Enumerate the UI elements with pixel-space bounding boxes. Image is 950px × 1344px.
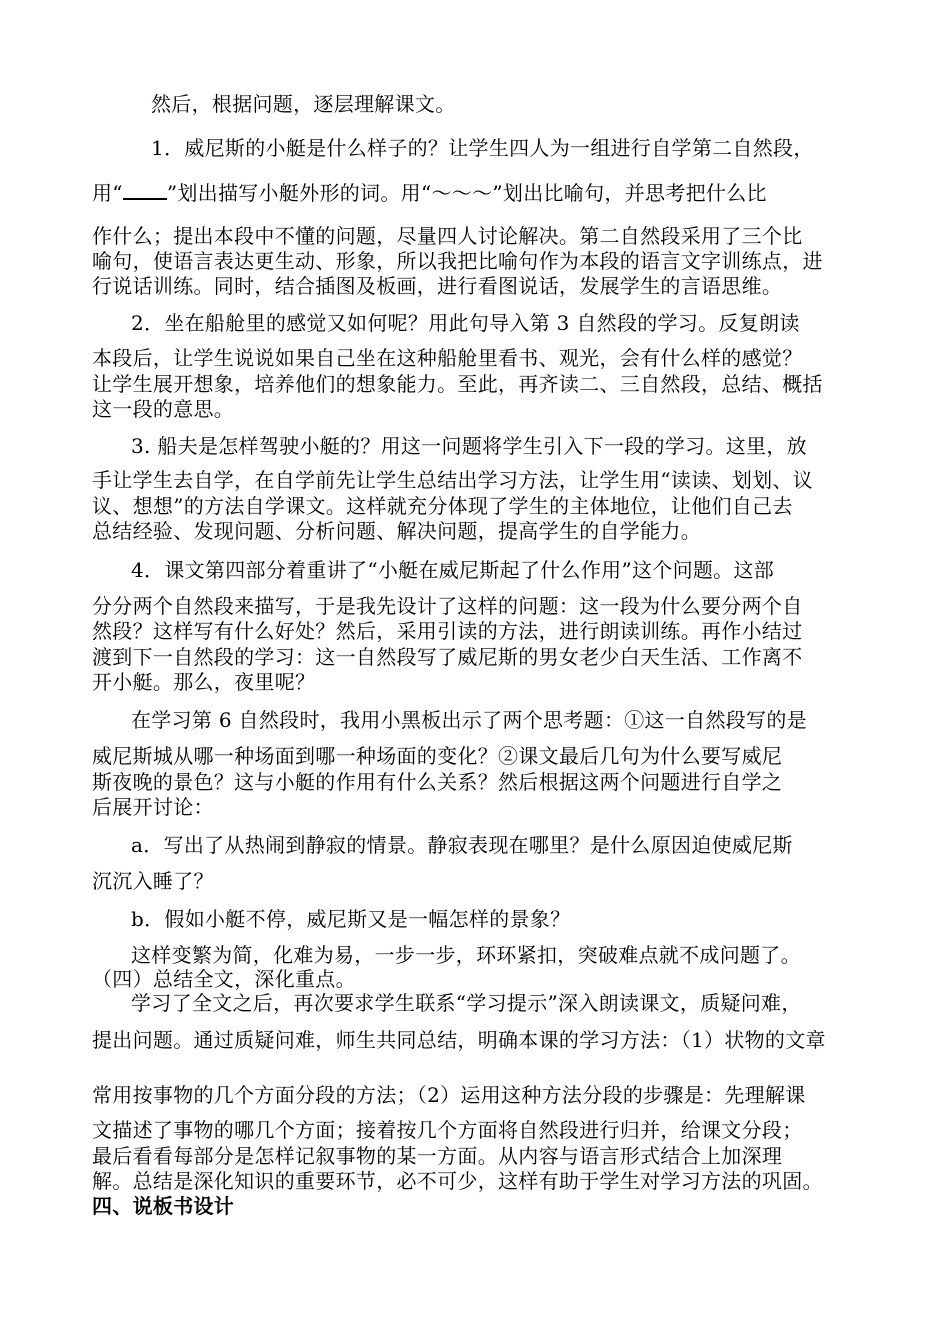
text-line: 沉沉入睡了？ — [92, 869, 214, 893]
text-line: 学习了全文之后，再次要求学生联系“学习提示”深入朗读课文，质疑问难， — [131, 991, 802, 1015]
text-line: 开小艇。那么，夜里呢？ — [92, 670, 316, 694]
text-line: 行说话训练。同时，结合插图及板画，进行看图说话，发展学生的言语思维。 — [92, 274, 783, 298]
text-line: 解。总结是深化知识的重要环节，必不可少，这样有助于学生对学习方法的巩固。 — [92, 1169, 823, 1193]
text-line: 然后，根据问题，逐层理解课文。 — [151, 92, 456, 116]
text-line: 后展开讨论： — [92, 795, 214, 819]
text-line: 然段？这样写有什么好处？然后，采用引读的方法，进行朗读训练。再作小结过 — [92, 619, 803, 643]
text-line: 最后看看每部分是怎样记叙事物的某一方面。从内容与语言形式结合上加深理 — [92, 1144, 783, 1168]
text-line: 提出问题。通过质疑问难，师生共同总结，明确本课的学习方法：（1）状物的文章 — [92, 1028, 826, 1052]
text-line: 分分两个自然段来描写，于是我先设计了这样的问题：这一段为什么要分两个自 — [92, 594, 803, 618]
text-line: 本段后，让学生说说如果自己坐在这种船舱里看书、观光，会有什么样的感觉？ — [92, 346, 803, 370]
text-line: 作什么；提出本段中不懂的问题，尽量四人讨论解决。第二自然段采用了三个比 — [92, 224, 803, 248]
underline-blank — [123, 180, 167, 200]
text-line: 让学生展开想象，培养他们的想象能力。至此，再齐读二、三自然段，总结、概括 — [92, 372, 823, 396]
text-line: 喻句，使语言表达更生动、形象，所以我把比喻句作为本段的语言文字训练点，进 — [92, 249, 823, 273]
text-line: 渡到下一自然段的学习：这一自然段写了威尼斯的男女老少白天生活、工作离不 — [92, 645, 803, 669]
text-line: 斯夜晚的景色？这与小艇的作用有什么关系？然后根据这两个问题进行自学之 — [92, 770, 783, 794]
text-line: 4．课文第四部分着重讲了“小艇在威尼斯起了什么作用”这个问题。这部 — [131, 558, 775, 582]
text-line: 3. 船夫是怎样驾驶小艇的？用这一问题将学生引入下一段的学习。这里，放 — [131, 434, 807, 458]
text-fragment: 用“ — [92, 181, 123, 205]
text-line: a．写出了从热闹到静寂的情景。静寂表现在哪里？是什么原因迫使威尼斯 — [131, 833, 793, 857]
text-line: 常用按事物的几个方面分段的方法；（2）运用这种方法分段的步骤是：先理解课 — [92, 1083, 806, 1107]
text-line: 总结经验、发现问题、分析问题、解决问题，提高学生的自学能力。 — [92, 519, 701, 543]
text-line: 议、想想”的方法自学课文。这样就充分体现了学生的主体地位，让他们自己去 — [92, 494, 793, 518]
text-line: 文描述了事物的哪几个方面；接着按几个方面将自然段进行归并，给课文分段； — [92, 1118, 803, 1142]
text-line: 手让学生去自学，在自学前先让学生总结出学习方法，让学生用“读读、划划、议 — [92, 468, 814, 492]
text-line: 2．坐在船舱里的感觉又如何呢？用此句导入第 3 自然段的学习。反复朗读 — [131, 311, 800, 335]
text-line: 威尼斯城从哪一种场面到哪一种场面的变化？②课文最后几句为什么要写威尼 — [92, 744, 783, 768]
text-line: （四）总结全文，深化重点。 — [92, 967, 356, 991]
text-line: 1．威尼斯的小艇是什么样子的？让学生四人为一组进行自学第二自然段， — [151, 136, 814, 160]
text-line: 这样变繁为简，化难为易，一步一步，环环紧扣，突破难点就不成问题了。 — [131, 943, 801, 967]
text-fragment: ”划出描写小艇外形的词。用“～～～”划出比喻句，并思考把什么比 — [166, 181, 767, 205]
text-line: 这一段的意思。 — [92, 397, 235, 421]
text-line — [92, 180, 872, 206]
section-heading: 四、说板书设计 — [92, 1194, 235, 1218]
text-line: 在学习第 6 自然段时，我用小黑板出示了两个思考题：①这一自然段写的是 — [131, 708, 807, 732]
text-line: b．假如小艇不停，威尼斯又是一幅怎样的景象？ — [131, 907, 571, 931]
